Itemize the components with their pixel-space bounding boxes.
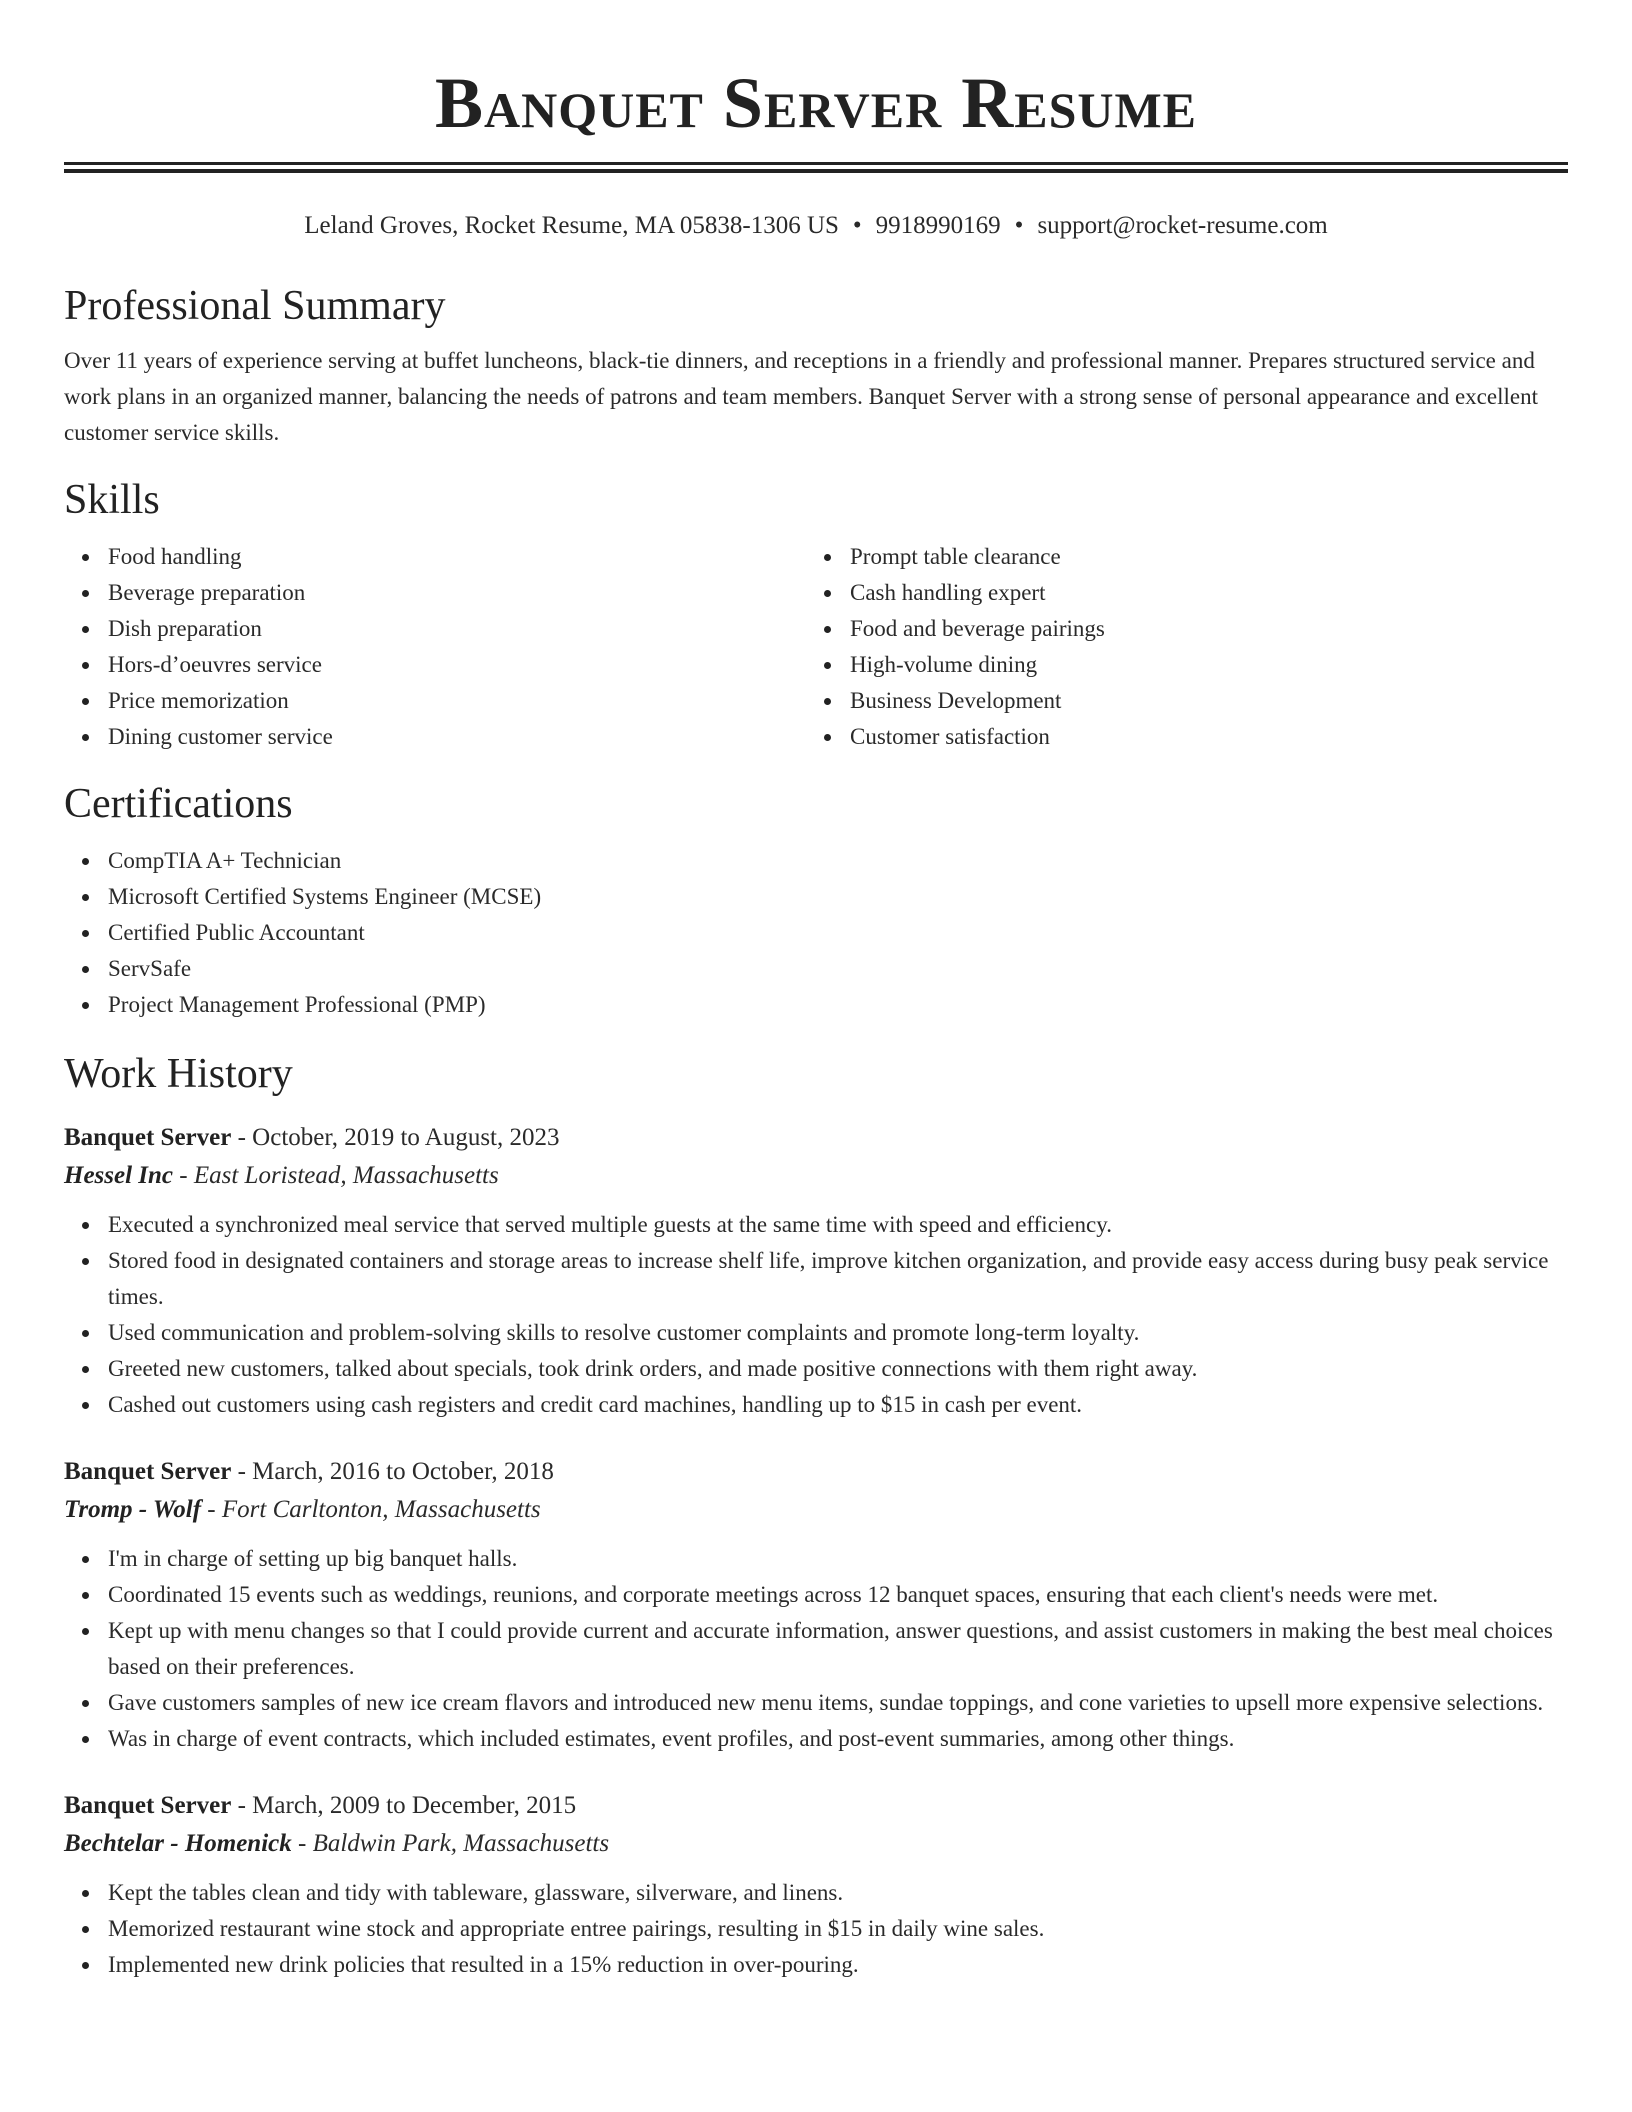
title-divider — [64, 162, 1568, 173]
summary-heading: Professional Summary — [64, 283, 446, 329]
job-employer: Tromp - Wolf — [64, 1496, 202, 1523]
certifications-list — [64, 843, 1568, 1023]
skill-item: High-volume dining — [806, 647, 1548, 683]
skill-item: Prompt table clearance — [806, 539, 1548, 575]
resume-title: Banquet Server Resume — [434, 63, 1198, 143]
skill-item: Business Development — [806, 683, 1548, 719]
employer-line — [64, 1157, 1568, 1195]
job-duty-item: Was in charge of event contracts, which included estimates, event profiles, and post-event summaries, among other things. — [64, 1721, 1568, 1757]
skill-item: Food handling — [64, 539, 806, 575]
job-duties-list — [64, 1875, 1568, 1983]
job-employer: Bechtelar - Homenick — [64, 1830, 292, 1857]
skills-left-list — [64, 539, 806, 755]
job-title-line — [64, 1453, 1568, 1491]
job-location: - Baldwin Park, Massachusetts — [291, 1830, 610, 1857]
job-duty-item: Kept the tables clean and tidy with tableware, glassware, silverware, and linens. — [64, 1875, 1568, 1911]
job-duty-item: Implemented new drink policies that resulted in a 15% reduction in over-pouring. — [64, 1947, 1568, 1983]
certification-item: ServSafe — [64, 951, 1568, 987]
job-duty-item: I'm in charge of setting up big banquet halls. — [64, 1541, 1568, 1577]
skill-item: Price memorization — [64, 683, 806, 719]
contact-phone: 9918990169 — [875, 212, 1001, 239]
job-duty-item: Memorized restaurant wine stock and appropriate entree pairings, resulting in $15 in daily wine sales. — [64, 1911, 1568, 1947]
job-entry — [64, 1787, 1568, 1983]
job-title-line — [64, 1119, 1568, 1157]
skills-columns — [64, 539, 1568, 755]
job-position: Banquet Server — [64, 1458, 232, 1485]
certification-item: Project Management Professional (PMP) — [64, 987, 1568, 1023]
job-duty-item: Greeted new customers, talked about specials, took drink orders, and made positive connections with them right away. — [64, 1351, 1568, 1387]
job-title-line — [64, 1787, 1568, 1825]
job-entry — [64, 1119, 1568, 1423]
skills-right-list — [806, 539, 1548, 755]
certification-item: Microsoft Certified Systems Engineer (MCSE) — [64, 879, 1568, 915]
skill-item: Customer satisfaction — [806, 719, 1548, 755]
contact-line — [64, 209, 1568, 243]
job-position: Banquet Server — [64, 1792, 232, 1819]
certification-item: Certified Public Accountant — [64, 915, 1568, 951]
employer-line — [64, 1491, 1568, 1529]
job-position: Banquet Server — [64, 1124, 232, 1151]
employer-line — [64, 1825, 1568, 1863]
job-duty-item: Used communication and problem-solving skills to resolve customer complaints and promote long-term loyalty. — [64, 1315, 1568, 1351]
contact-email: support@rocket-resume.com — [1037, 212, 1328, 239]
job-duty-item: Cashed out customers using cash registers and credit card machines, handling up to $15 in cash per event. — [64, 1387, 1568, 1423]
contact-address: Leland Groves, Rocket Resume, MA 05838-1306 US — [304, 212, 839, 239]
skills-heading: Skills — [64, 477, 160, 523]
job-entry — [64, 1453, 1568, 1757]
skill-item: Dining customer service — [64, 719, 806, 755]
job-dates: - March, 2016 to October, 2018 — [231, 1458, 554, 1485]
job-location: - East Loristead, Massachusetts — [173, 1162, 499, 1189]
work-history-heading: Work History — [64, 1051, 293, 1097]
certification-item: CompTIA A+ Technician — [64, 843, 1568, 879]
certifications-heading: Certifications — [64, 781, 293, 827]
job-dates: - March, 2009 to December, 2015 — [231, 1792, 577, 1819]
job-duties-list — [64, 1541, 1568, 1757]
job-duty-item: Gave customers samples of new ice cream flavors and introduced new menu items, sundae toppings, and cone varieties to upsell more expensive selections. — [64, 1685, 1568, 1721]
skill-item: Beverage preparation — [64, 575, 806, 611]
job-duty-item: Kept up with menu changes so that I could provide current and accurate information, answer questions, and assist customers in making the best meal choices based on their preferences. — [64, 1613, 1568, 1685]
job-duty-item: Executed a synchronized meal service that served multiple guests at the same time with speed and efficiency. — [64, 1207, 1568, 1243]
job-employer: Hessel Inc — [64, 1162, 174, 1189]
job-location: - Fort Carltonton, Massachusetts — [201, 1496, 541, 1523]
job-duty-item: Coordinated 15 events such as weddings, reunions, and corporate meetings across 12 banquet spaces, ensuring that each client's needs were met. — [64, 1577, 1568, 1613]
summary-text: Over 11 years of experience serving at buffet luncheons, black-tie dinners, and receptions in a friendly and professional manner. Prepares structured service and work plans in an organized manner, balancing the needs of patrons and team members. Banquet Server with a strong sense of personal appearance and excellent customer service skills. — [64, 348, 1538, 445]
skill-item: Dish preparation — [64, 611, 806, 647]
job-duty-item: Stored food in designated containers and storage areas to increase shelf life, improve kitchen organization, and provide easy access during busy peak service times. — [64, 1243, 1568, 1315]
contact-separator: • — [852, 212, 862, 239]
skill-item: Hors-d’oeuvres service — [64, 647, 806, 683]
skill-item: Food and beverage pairings — [806, 611, 1548, 647]
job-duties-list — [64, 1207, 1568, 1423]
contact-separator: • — [1014, 212, 1024, 239]
skill-item: Cash handling expert — [806, 575, 1548, 611]
job-dates: - October, 2019 to August, 2023 — [231, 1124, 560, 1151]
